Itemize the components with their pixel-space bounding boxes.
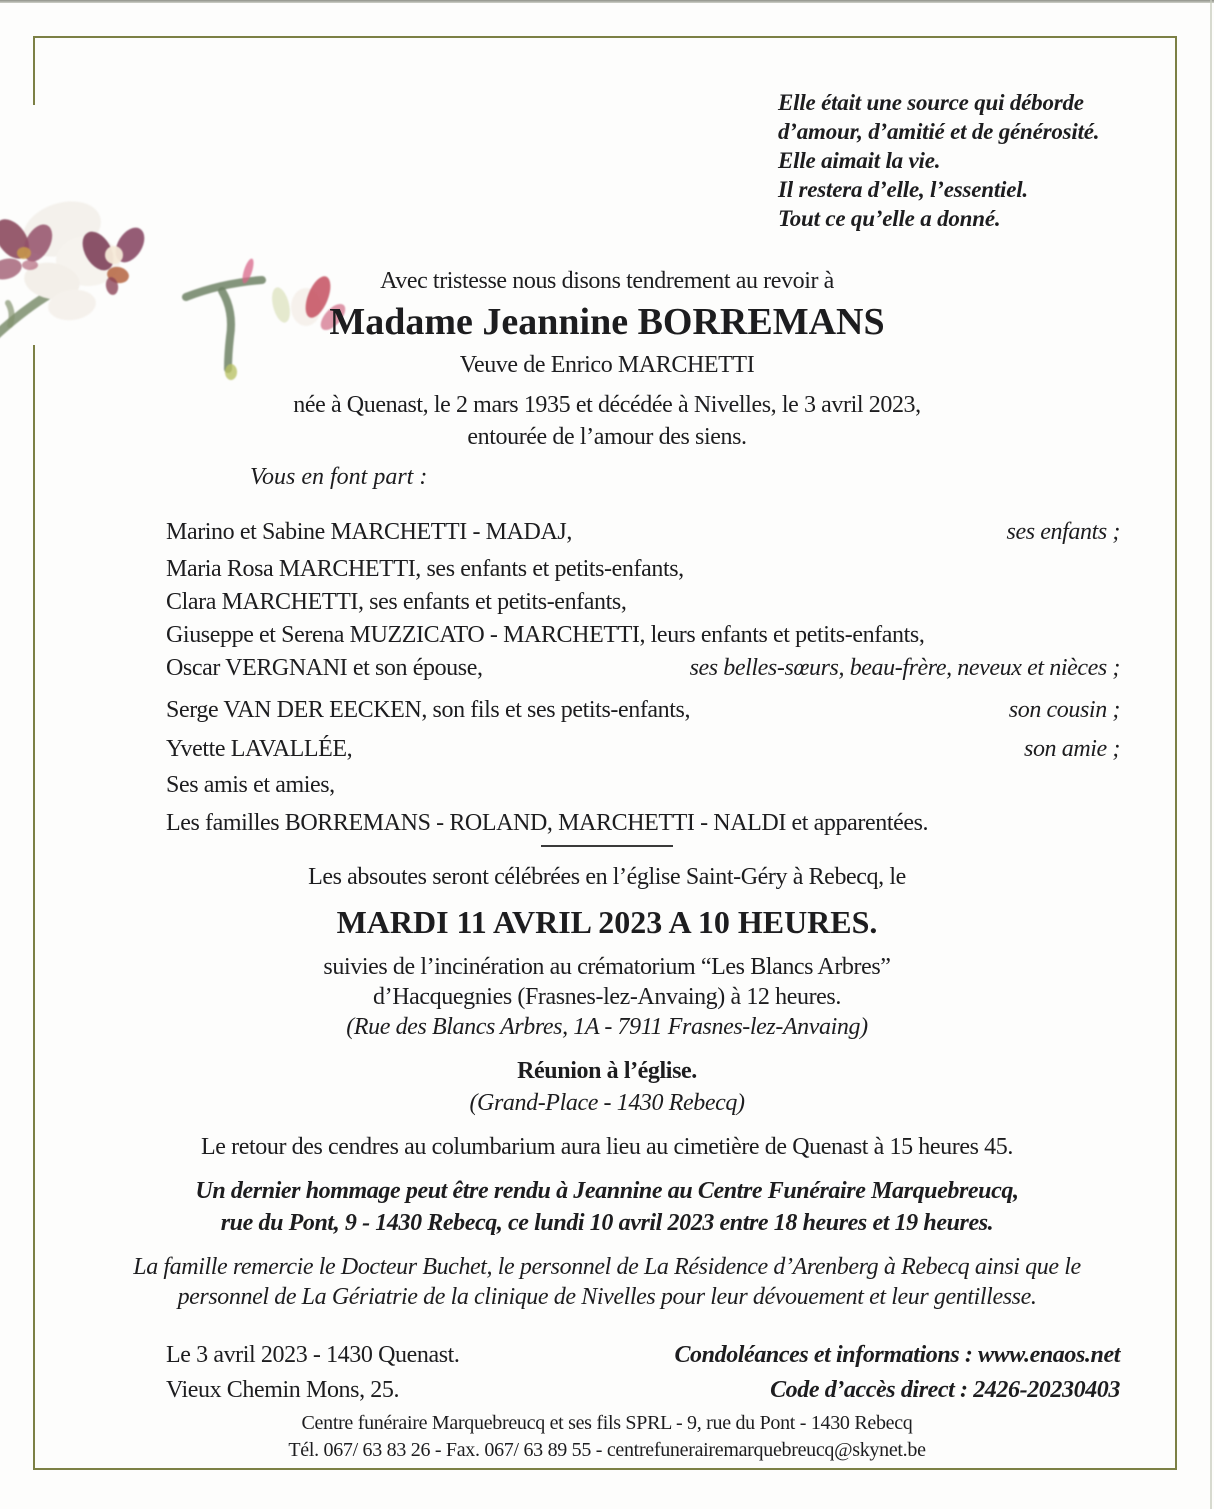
cremation-line-2: d’Hacquegnies (Frasnes-lez-Anvaing) à 12 heures. [373, 984, 841, 1010]
footer-line-1: Centre funéraire Marquebreucq et ses fils SPRL - 9, rue du Pont - 1430 Rebecq [301, 1412, 913, 1434]
family-row [166, 516, 1120, 549]
cremation-line-1: suivies de l’incinération au crématorium “Les Blancs Arbres” [323, 954, 891, 980]
family-member-names: Clara MARCHETTI, ses enfants et petits-enfants, [166, 589, 627, 615]
family-row [166, 586, 1120, 619]
announcement-notice-label: Vous en font part : [250, 464, 428, 490]
family-row [166, 694, 1120, 727]
closing-left-block [166, 1338, 460, 1408]
thanks-line-1: La famille remercie le Docteur Buchet, le personnel de La Résidence d’Arenberg à Rebecq ainsi que le [133, 1254, 1081, 1280]
thanks-line-2: personnel de La Gériatrie de la clinique de Nivelles pour leur dévouement et leur gentillesse. [177, 1284, 1037, 1310]
widow-line: Veuve de Enrico MARCHETTI [459, 352, 755, 378]
relationship-label: son amie ; [1024, 736, 1120, 762]
family-member-names: Ses amis et amies, [166, 772, 335, 798]
relationship-label: son cousin ; [1008, 697, 1120, 723]
epigraph-line: Tout ce qu’elle a donné. [778, 206, 1001, 231]
birth-death-line-1: née à Quenast, le 2 mars 1935 et décédée à Nivelles, le 3 avril 2023, [293, 392, 921, 418]
meeting-address: (Grand-Place - 1430 Rebecq) [469, 1090, 745, 1116]
funeral-home-footer [0, 1410, 1214, 1464]
closing-right-block [674, 1338, 1120, 1408]
family-member-names: Oscar VERGNANI et son épouse, [166, 655, 483, 681]
ceremony-intro: Les absoutes seront célébrées en l’église Saint-Géry à Rebecq, le [308, 864, 906, 890]
ceremony-datetime: MARDI 11 AVRIL 2023 A 10 HEURES. [336, 904, 878, 940]
epigraph-line: d’amour, d’amitié et de générosité. [778, 119, 1100, 144]
family-member-names: Marino et Sabine MARCHETTI - MADAJ, [166, 519, 572, 545]
family-row [166, 652, 1120, 685]
closing-address: Vieux Chemin Mons, 25. [166, 1377, 400, 1403]
family-row [166, 619, 1120, 652]
family-member-names: Maria Rosa MARCHETTI, ses enfants et petits-enfants, [166, 556, 684, 582]
scan-edge-top [0, 0, 1214, 3]
tribute-line-1: Un dernier hommage peut être rendu à Jeannine au Centre Funéraire Marquebreucq, [195, 1178, 1019, 1204]
scan-edge-right [1210, 0, 1212, 1509]
meeting-title: Réunion à l’église. [517, 1058, 697, 1084]
ashes-return-line: Le retour des cendres au columbarium aura lieu au cimetière de Quenast à 15 heures 45. [201, 1134, 1013, 1160]
epigraph-line: Elle était une source qui déborde [778, 90, 1084, 115]
family-list [166, 516, 1120, 840]
epigraph [778, 88, 1099, 233]
family-member-names: Yvette LAVALLÉE, [166, 736, 353, 762]
family-member-names: Giuseppe et Serena MUZZICATO - MARCHETTI, leurs enfants et petits-enfants, [166, 622, 925, 648]
family-row [166, 807, 1120, 840]
relationship-label: ses enfants ; [1006, 519, 1120, 545]
announcement-intro: Avec tristesse nous disons tendrement au revoir à [380, 268, 834, 294]
family-row [166, 769, 1120, 802]
epigraph-line: Il restera d’elle, l’essentiel. [778, 177, 1028, 202]
closing-date-place: Le 3 avril 2023 - 1430 Quenast. [166, 1342, 460, 1368]
family-row [166, 553, 1120, 586]
cremation-address: (Rue des Blancs Arbres, 1A - 7911 Frasnes-lez-Anvaing) [346, 1014, 868, 1040]
relationship-label: ses belles-sœurs, beau-frère, neveux et nièces ; [689, 655, 1120, 681]
family-separator-rule [541, 845, 673, 847]
condolences-line: Condoléances et informations : www.enaos.net [674, 1342, 1120, 1368]
family-member-names: Serge VAN DER EECKEN, son fils et ses petits-enfants, [166, 697, 691, 723]
family-member-names: Les familles BORREMANS - ROLAND, MARCHETTI - NALDI et apparentées. [166, 810, 929, 836]
access-code-line: Code d’accès direct : 2426-20230403 [770, 1377, 1120, 1403]
family-row [166, 733, 1120, 766]
deceased-name: Madame Jeannine BORREMANS [329, 301, 885, 343]
epigraph-line: Elle aimait la vie. [778, 148, 941, 173]
tribute-line-2: rue du Pont, 9 - 1430 Rebecq, ce lundi 10 avril 2023 entre 18 heures et 19 heures. [220, 1210, 994, 1236]
footer-line-2: Tél. 067/ 63 83 26 - Fax. 067/ 63 89 55 - centrefunerairemarquebreucq@skynet.be [288, 1439, 926, 1461]
birth-death-line-2: entourée de l’amour des siens. [467, 424, 747, 450]
